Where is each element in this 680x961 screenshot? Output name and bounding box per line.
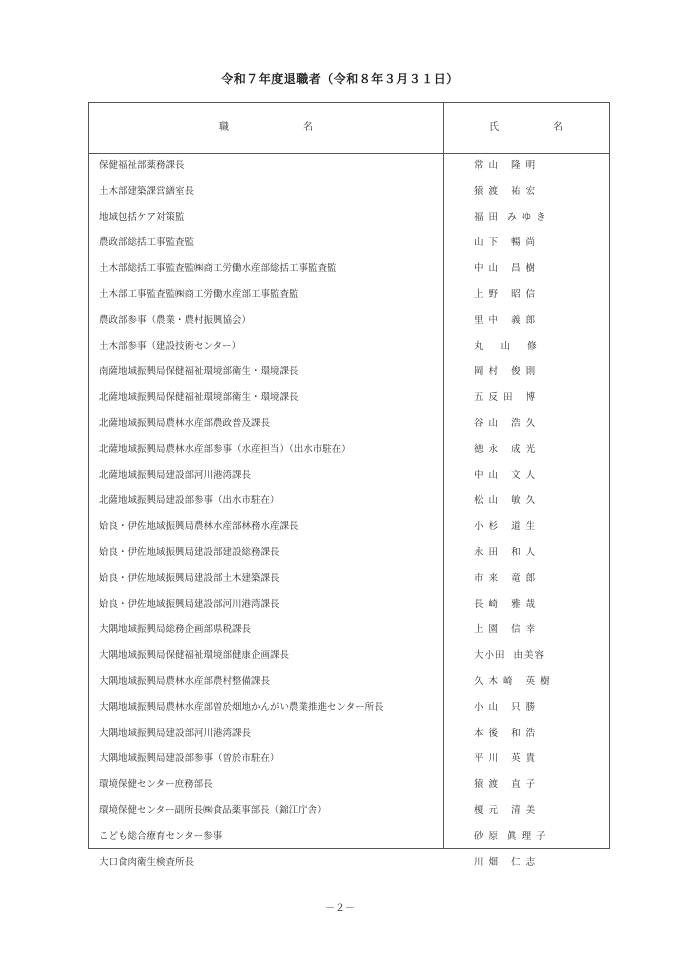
position-cell: 土木部建築課営繕室長 (99, 185, 195, 197)
table-body (89, 153, 609, 875)
table-row (89, 721, 609, 747)
name-cell: 上 野 昭 信 (474, 288, 537, 300)
table-row (89, 230, 609, 256)
position-cell: 北薩地域振興局建設部河川港湾課長 (99, 469, 252, 481)
header-name: 氏 名 (489, 122, 585, 133)
position-cell: 土木部参事（建設技術センター） (99, 340, 242, 352)
position-cell: 農政部参事（農業・農村振興協会） (99, 314, 252, 326)
name-cell: 平 川 英 貴 (474, 753, 537, 765)
position-cell: 大口食肉衛生検査所長 (99, 856, 195, 868)
table-row (89, 256, 609, 282)
table-row (89, 334, 609, 360)
document-title: 令和７年度退職者（令和８年３月３１日） (221, 72, 459, 86)
name-cell: 常 山 隆 明 (474, 160, 537, 171)
position-cell: 北薩地域振興局農林水産部農政普及課長 (99, 417, 271, 429)
name-cell: 本 後 和 浩 (474, 727, 537, 739)
name-cell: 福 田 み ゆ き (474, 211, 547, 223)
position-cell: 北薩地域振興局農林水産部参事（水産担当）（出水市駐在） (99, 443, 351, 455)
table-row (89, 488, 609, 514)
position-cell: 姶良・伊佐地域振興局建設部建設総務課長 (99, 546, 280, 558)
table-row (89, 205, 609, 231)
position-cell: 姶良・伊佐地域振興局建設部河川港湾課長 (99, 598, 280, 610)
name-cell: 山 下 暢 尚 (474, 237, 537, 249)
position-cell: 農政部総括工事監査監 (99, 237, 195, 249)
position-cell: 土木部工事監査監㈱商工労働水産部工事監査監 (99, 288, 299, 300)
position-cell: 大隅地域振興局建設部参事（曽於市駐在） (99, 753, 280, 765)
name-cell: 小 山 只 勝 (474, 701, 537, 713)
position-cell: 大隅地域振興局農林水産部曽於畑地かんがい農業推進センター所長 (99, 701, 384, 713)
table-header (89, 103, 609, 154)
table-row (89, 643, 609, 669)
name-cell: 川 畑 仁 志 (474, 856, 537, 868)
table-row (89, 798, 609, 824)
position-cell: こども総合療育センター参事 (99, 830, 223, 842)
position-cell: 環境保健センター副所長㈱食品薬事部長（錦江庁舎） (99, 804, 327, 816)
name-cell: 長 崎 雅 哉 (474, 598, 537, 610)
table-row (89, 617, 609, 643)
table-row (89, 850, 609, 876)
table-row (89, 179, 609, 205)
name-cell: 岡 村 俊 則 (474, 366, 537, 378)
position-cell: 姶良・伊佐地域振興局農林水産部林務水産課長 (99, 521, 299, 533)
name-cell: 永 田 和 人 (474, 546, 537, 558)
name-cell: 大小田 由美容 (474, 650, 546, 662)
name-cell: 五 反 田 博 (474, 392, 537, 404)
page-number: －２－ (325, 903, 355, 914)
position-cell: 保健福祉部薬務課長 (99, 160, 185, 171)
name-cell: 小 杉 道 生 (474, 521, 537, 533)
table-row (89, 437, 609, 463)
table-row (89, 824, 609, 850)
table-row (89, 592, 609, 618)
name-cell: 松 山 敏 久 (474, 495, 537, 507)
position-cell: 大隅地域振興局建設部河川港湾課長 (99, 727, 252, 739)
table-row (89, 669, 609, 695)
name-cell: 市 来 竜 郎 (474, 572, 537, 584)
name-cell: 里 中 義 郎 (474, 314, 537, 326)
table-row (89, 308, 609, 334)
table-row (89, 746, 609, 772)
table-row (89, 411, 609, 437)
table-row (89, 566, 609, 592)
name-cell: 中 山 文 人 (474, 469, 537, 481)
name-cell: 谷 山 浩 久 (474, 417, 537, 429)
table-row (89, 359, 609, 385)
position-cell: 北薩地域振興局建設部参事（出水市駐在） (99, 495, 280, 507)
name-cell: 上 園 信 幸 (474, 624, 537, 636)
position-cell: 南薩地域振興局保健福祉環境部衛生・環境課長 (99, 366, 299, 378)
table-row (89, 540, 609, 566)
name-cell: 猿 渡 直 子 (474, 779, 537, 791)
position-cell: 姶良・伊佐地域振興局建設部土木建築課長 (99, 572, 280, 584)
table-row (89, 282, 609, 308)
table-row (89, 514, 609, 540)
position-cell: 北薩地域振興局保健福祉環境部衛生・環境課長 (99, 392, 299, 404)
name-cell: 中 山 昌 樹 (474, 263, 537, 275)
position-cell: 大隅地域振興局農林水産部農村整備課長 (99, 675, 271, 687)
position-cell: 大隅地域振興局総務企画部県税課長 (99, 624, 252, 636)
name-cell: 徳 永 成 光 (474, 443, 537, 455)
table-row (89, 385, 609, 411)
position-cell: 土木部総括工事監査監㈱商工労働水産部総括工事監査監 (99, 263, 337, 275)
header-position: 職 名 (219, 122, 345, 133)
name-cell: 久 木 崎 英 樹 (474, 675, 551, 687)
name-cell: 榎 元 清 美 (474, 804, 537, 816)
position-cell: 地域包括ケア対策監 (99, 211, 185, 223)
table-row (89, 695, 609, 721)
name-cell: 猿 渡 祐 宏 (474, 185, 537, 197)
name-cell: 丸 山 修 (474, 340, 538, 352)
position-cell: 環境保健センター庶務部長 (99, 779, 213, 791)
retirees-table (88, 102, 610, 868)
position-cell: 大隅地域振興局保健福祉環境部健康企画課長 (99, 650, 290, 662)
table-row (89, 463, 609, 489)
table-row (89, 772, 609, 798)
table-row (89, 153, 609, 179)
name-cell: 砂 原 眞 理 子 (474, 830, 547, 842)
